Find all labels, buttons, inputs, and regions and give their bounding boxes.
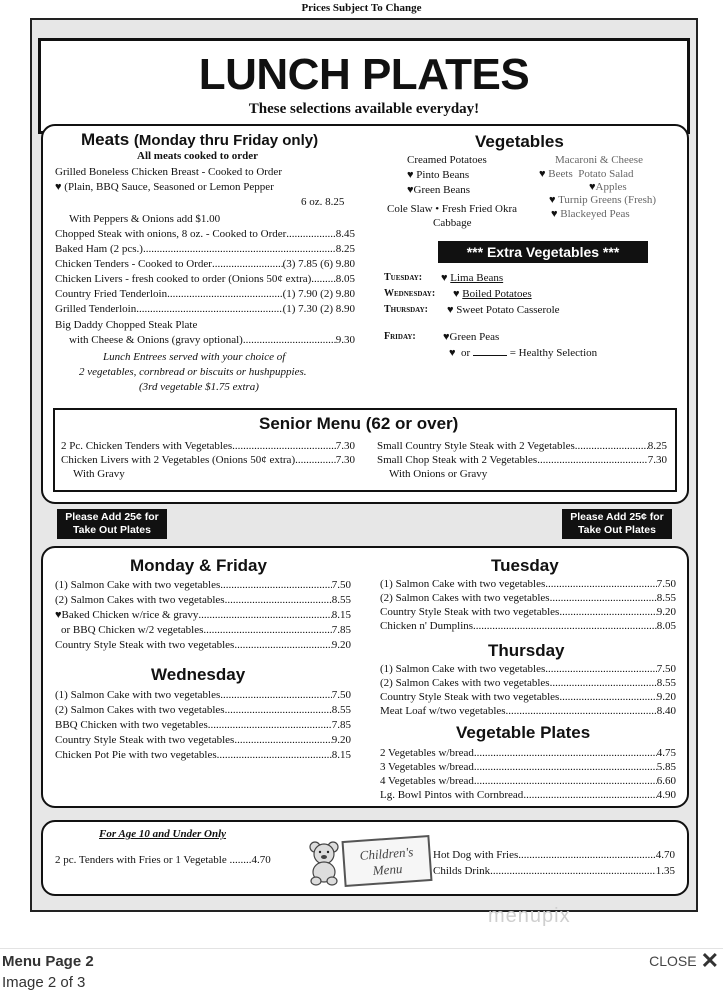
item-label: (1) Salmon Cake with two vegetables xyxy=(380,663,546,675)
dot-leader xyxy=(473,620,657,633)
veg-slaw-okra: Cole Slaw • Fresh Fried Okra xyxy=(387,203,518,215)
heart-icon: ♥ xyxy=(407,169,414,181)
entree-third-veg: (3rd vegetable $1.75 extra) xyxy=(139,381,259,393)
dot-leader xyxy=(212,258,283,271)
item-label: Hot Dog with Fries xyxy=(433,849,519,861)
dot-leader xyxy=(220,579,331,592)
dot-leader xyxy=(559,691,656,704)
item-price: 9.30 xyxy=(335,334,355,346)
item-price: 8.15 xyxy=(331,609,351,621)
kids-tenders: 2 pc. Tenders with Fries or 1 Vegetable ........4.70 xyxy=(55,854,271,866)
legend-healthy: = Healthy Selection xyxy=(509,347,598,359)
item-label: Lg. Bowl Pintos with Cornbread xyxy=(380,789,524,801)
vegetables-title: Vegetables xyxy=(475,132,564,151)
item-price: 8.25 xyxy=(335,243,355,255)
item-price: 7.85 xyxy=(331,719,351,731)
veg-beets-row xyxy=(539,167,634,181)
item-label: 3 Vegetables w/bread xyxy=(380,761,474,773)
childrens-menu-panel xyxy=(41,820,689,896)
special-row xyxy=(380,705,676,718)
item-label xyxy=(55,609,198,622)
veg-pinto-label: Pinto Beans xyxy=(416,169,470,181)
special-row xyxy=(55,749,351,762)
dot-leader xyxy=(136,303,282,316)
senior-row xyxy=(61,454,355,467)
dot-leader xyxy=(474,747,657,760)
meat-chicken-breast: Grilled Boneless Chicken Breast - Cooked to Order xyxy=(55,166,282,178)
item-label: Country Style Steak with two vegetables xyxy=(55,734,235,746)
item-label-text: Baked Chicken w/rice & gravy xyxy=(61,609,199,621)
item-label: Country Fried Tenderloin xyxy=(55,288,168,300)
senior-row xyxy=(61,440,355,453)
meats-title: Meats xyxy=(81,130,130,149)
meat-chicken-price: 6 oz. 8.25 xyxy=(301,196,345,208)
meat-row xyxy=(69,334,355,347)
item-price: 8.55 xyxy=(656,592,676,604)
meat-row xyxy=(55,258,355,271)
extra-thursday-veg: Sweet Potato Casserole xyxy=(456,304,560,316)
takeout-line1: Please Add 25¢ for xyxy=(570,511,664,523)
item-price: 1.35 xyxy=(655,865,675,877)
close-label: CLOSE xyxy=(649,953,697,969)
item-price: 5.85 xyxy=(656,761,676,773)
meat-chicken-options-text: (Plain, BBQ Sauce, Seasoned or Lemon Pepper xyxy=(64,181,274,193)
veg-apples-row xyxy=(589,180,627,194)
entree-choice-sides: 2 vegetables, cornbread or biscuits or hushpuppies. xyxy=(79,366,307,378)
dot-leader xyxy=(303,454,335,467)
extra-friday-veg: Green Peas xyxy=(449,331,500,343)
veg-green-beans xyxy=(407,183,470,197)
item-price: 8.55 xyxy=(331,594,351,606)
heart-icon: ♥ xyxy=(55,181,62,193)
item-price: 8.25 xyxy=(647,440,667,452)
dot-leader xyxy=(167,288,283,301)
dot-leader xyxy=(518,849,656,862)
special-row xyxy=(55,639,351,652)
takeout-notice-right xyxy=(562,509,672,539)
veg-cabbage: Cabbage xyxy=(433,217,472,229)
item-price: 9.20 xyxy=(656,691,676,703)
item-label: Chicken Livers with 2 Vegetables (Onions 50¢ extra)... xyxy=(61,454,304,466)
item-label: Chicken Pot Pie with two vegetables xyxy=(55,749,217,761)
item-price: 9.20 xyxy=(331,639,351,651)
special-row xyxy=(380,578,676,591)
legend-underline xyxy=(473,355,507,356)
dot-leader xyxy=(286,228,335,241)
extra-wednesday xyxy=(453,287,532,301)
heart-icon: ♥ xyxy=(453,288,460,300)
item-label: (2) Salmon Cakes with two vegetables xyxy=(55,704,225,716)
dot-leader xyxy=(220,689,331,702)
item-price: 8.05 xyxy=(335,273,355,285)
item-price: 8.40 xyxy=(656,705,676,717)
item-price: 7.30 xyxy=(647,454,667,466)
dot-leader xyxy=(217,749,332,762)
teddy-bear-icon xyxy=(307,840,341,886)
meat-big-daddy: Big Daddy Chopped Steak Plate xyxy=(55,319,198,331)
item-price: 8.05 xyxy=(656,620,676,632)
extra-wednesday-label: Wednesday: xyxy=(384,288,436,299)
item-price: 7.85 xyxy=(331,624,351,636)
legend-or: or xyxy=(461,347,471,359)
dot-leader xyxy=(234,639,331,652)
viewer-footer xyxy=(0,948,723,1000)
veg-blackeyed-row xyxy=(551,207,630,221)
dot-leader xyxy=(523,789,656,802)
item-price: 8.55 xyxy=(331,704,351,716)
item-label: (2) Salmon Cakes with two vegetables xyxy=(380,592,550,604)
healthy-legend xyxy=(449,346,597,360)
special-row xyxy=(55,704,351,717)
veg-pinto-beans xyxy=(407,168,469,182)
dot-leader xyxy=(575,440,648,453)
dot-leader xyxy=(559,606,656,619)
wednesday-title: Wednesday xyxy=(151,665,246,684)
item-price: 7.50 xyxy=(331,689,351,701)
takeout-line1: Please Add 25¢ for xyxy=(65,511,159,523)
dot-leader xyxy=(232,440,336,453)
senior-row xyxy=(377,454,667,467)
dot-leader xyxy=(506,705,657,718)
heart-icon: ♥ xyxy=(449,347,456,359)
special-row xyxy=(380,677,676,690)
meats-note: All meats cooked to order xyxy=(137,150,258,162)
item-price: 6.60 xyxy=(656,775,676,787)
takeout-line2: Take Out Plates xyxy=(72,524,151,536)
item-price: (3) 7.85 (6) 9.80 xyxy=(282,258,355,270)
item-price: 9.20 xyxy=(331,734,351,746)
image-caption-title: Menu Page 2 xyxy=(2,953,94,970)
dot-leader xyxy=(545,663,656,676)
item-label: Grilled Tenderloin xyxy=(55,303,137,315)
veg-plate-row xyxy=(380,789,676,802)
dot-leader xyxy=(550,592,657,605)
veg-mac-cheese: Macaroni & Cheese xyxy=(555,154,643,166)
item-price: 7.50 xyxy=(656,578,676,590)
item-price: 7.30 xyxy=(335,440,355,452)
dot-leader xyxy=(225,594,332,607)
heart-icon: ♥ xyxy=(447,304,454,316)
dot-leader xyxy=(208,719,332,732)
close-icon: ✕ xyxy=(700,948,719,973)
meats-heading xyxy=(81,130,318,150)
dot-leader xyxy=(490,865,656,878)
item-label: Country Style Steak with two vegetables xyxy=(380,606,560,618)
item-price: (1) 7.30 (2) 8.90 xyxy=(282,303,355,315)
item-label: Country Style Steak with two vegetables xyxy=(55,639,235,651)
dot-leader xyxy=(545,578,656,591)
item-label: BBQ Chicken with two vegetables xyxy=(55,719,208,731)
price-change-note: Prices Subject To Change xyxy=(301,2,422,14)
heart-icon: ♥ xyxy=(589,181,596,193)
heart-icon: ♥ xyxy=(443,331,450,343)
special-row xyxy=(55,689,351,702)
meat-row xyxy=(55,288,355,301)
veg-plate-row xyxy=(380,747,676,760)
special-row xyxy=(55,609,351,622)
kids-logo-line2: Menu xyxy=(372,860,403,878)
menu-page xyxy=(30,18,698,912)
meats-days: (Monday thru Friday only) xyxy=(133,132,319,149)
senior-row xyxy=(377,440,667,453)
special-row xyxy=(380,663,676,676)
heart-icon: ♥ xyxy=(549,194,556,206)
extra-wednesday-veg: Boiled Potatoes xyxy=(462,288,532,300)
item-label: (1) Salmon Cake with two vegetables xyxy=(55,689,221,701)
meat-row xyxy=(55,303,355,316)
extra-tuesday-veg: Lima Beans xyxy=(450,272,504,284)
veg-plate-row xyxy=(380,775,676,788)
childrens-menu-logo xyxy=(342,835,433,887)
item-label: (1) Salmon Cake with two vegetables xyxy=(380,578,546,590)
takeout-notice-left xyxy=(57,509,167,539)
senior-title: Senior Menu (62 or over) xyxy=(259,414,459,433)
item-price: 7.50 xyxy=(656,663,676,675)
special-row xyxy=(380,606,676,619)
senior-menu-box xyxy=(53,408,677,492)
entree-choice-note: Lunch Entrees served with your choice of xyxy=(103,351,286,363)
dot-leader xyxy=(198,609,331,622)
item-price: 4.90 xyxy=(656,789,676,801)
dot-leader xyxy=(234,734,331,747)
image-counter: Image 2 of 3 xyxy=(2,974,86,991)
item-label: Chicken Tenders - Cooked to Order xyxy=(55,258,212,270)
dot-leader xyxy=(474,761,657,774)
item-price: 9.20 xyxy=(656,606,676,618)
extra-vegetables-banner: *** Extra Vegetables *** xyxy=(438,241,648,263)
item-price: 4.75 xyxy=(656,747,676,759)
item-price: 4.70 xyxy=(655,849,675,861)
heart-icon: ♥ xyxy=(55,609,62,621)
dot-leader xyxy=(550,677,657,690)
heart-icon: ♥ xyxy=(539,168,546,180)
item-label: Chicken n' Dumplins xyxy=(380,620,474,632)
item-label: Meat Loaf w/two vegetables xyxy=(380,705,506,717)
item-label: or BBQ Chicken w/2 vegetables xyxy=(61,624,204,636)
special-row xyxy=(380,592,676,605)
veg-apples: Apples xyxy=(595,181,627,193)
menupix-watermark: menupix xyxy=(488,905,571,927)
item-label: 4 Vegetables w/bread xyxy=(380,775,474,787)
special-row xyxy=(55,594,351,607)
item-price: (1) 7.90 (2) 9.80 xyxy=(282,288,355,300)
meat-chicken-options xyxy=(55,180,274,194)
dot-leader xyxy=(225,704,332,717)
veg-green-beans-label: Green Beans xyxy=(413,184,471,196)
meat-peppers-addon: With Peppers & Onions add $1.00 xyxy=(69,213,221,225)
extra-tuesday xyxy=(441,271,503,285)
item-label: Childs Drink xyxy=(433,865,491,877)
veg-turnip-greens: Turnip Greens (Fresh) xyxy=(558,194,657,206)
daily-specials-panel xyxy=(41,546,689,808)
page-title: LUNCH PLATES xyxy=(198,50,530,99)
extra-thursday xyxy=(447,303,560,317)
meats-vegetables-panel xyxy=(41,124,689,504)
extra-thursday-label: Thursday: xyxy=(384,304,428,315)
veg-beets: Beets xyxy=(548,168,573,180)
special-row xyxy=(55,734,351,747)
close-button[interactable] xyxy=(649,948,719,973)
item-price: 8.45 xyxy=(335,228,355,240)
item-price: 7.30 xyxy=(335,454,355,466)
monday-friday-title: Monday & Friday xyxy=(130,556,267,575)
item-label: Small Country Style Steak with 2 Vegetables xyxy=(377,440,575,452)
dot-leader xyxy=(311,273,335,286)
item-label: Small Chop Steak with 2 Vegetables xyxy=(377,454,538,466)
item-label: Chopped Steak with onions, 8 oz. - Cooked to Order xyxy=(55,228,287,240)
heart-icon: ♥ xyxy=(551,208,558,220)
senior-left-note: With Gravy xyxy=(73,468,125,480)
extra-tuesday-label: Tuesday: xyxy=(384,272,423,283)
kids-logo-line1: Children's xyxy=(359,844,414,863)
item-label: Country Style Steak with two vegetables xyxy=(380,691,560,703)
vegetable-plates-title: Vegetable Plates xyxy=(456,723,591,742)
kids-row xyxy=(433,849,675,862)
extra-friday xyxy=(443,330,499,344)
takeout-line2: Take Out Plates xyxy=(577,524,656,536)
special-row xyxy=(380,691,676,704)
item-price: 8.15 xyxy=(331,749,351,761)
heart-icon: ♥ xyxy=(441,272,448,284)
item-label: (1) Salmon Cake with two vegetables xyxy=(55,579,221,591)
item-label: 2 Vegetables w/bread xyxy=(380,747,474,759)
kids-age-note: For Age 10 and Under Only xyxy=(99,828,227,840)
tuesday-title: Tuesday xyxy=(491,556,559,575)
page-subtitle: These selections available everyday! xyxy=(248,101,480,117)
special-row xyxy=(55,719,351,732)
meat-row xyxy=(55,243,355,256)
veg-potato-salad: Potato Salad xyxy=(578,168,634,180)
veg-creamed-potatoes: Creamed Potatoes xyxy=(407,154,487,166)
extra-friday-label: Friday: xyxy=(384,331,416,342)
item-label: 2 Pc. Chicken Tenders with Vegetables xyxy=(61,440,233,452)
veg-blackeyed-peas: Blackeyed Peas xyxy=(560,208,630,220)
special-row xyxy=(55,579,351,592)
dot-leader xyxy=(537,454,648,467)
dot-leader xyxy=(203,624,331,637)
heart-icon: ♥ xyxy=(407,184,414,196)
dot-leader xyxy=(474,775,657,788)
veg-turnip-row xyxy=(549,193,656,207)
menu-header xyxy=(38,38,690,134)
special-row xyxy=(61,624,351,637)
veg-plate-row xyxy=(380,761,676,774)
item-price: 7.50 xyxy=(331,579,351,591)
meat-row xyxy=(55,273,355,286)
item-price: 8.55 xyxy=(656,677,676,689)
senior-right-note: With Onions or Gravy xyxy=(389,468,488,480)
kids-row xyxy=(433,865,675,878)
item-label: (2) Salmon Cakes with two vegetables xyxy=(380,677,550,689)
dot-leader xyxy=(243,334,336,347)
meat-row xyxy=(55,228,355,241)
special-row xyxy=(380,620,676,633)
item-label: Baked Ham (2 pcs.) xyxy=(55,243,143,255)
item-label: (2) Salmon Cakes with two vegetables xyxy=(55,594,225,606)
item-label: with Cheese & Onions (gravy optional) xyxy=(69,334,243,346)
thursday-title: Thursday xyxy=(488,641,565,660)
item-label: Chicken Livers - fresh cooked to order (Onions 50¢ extra) xyxy=(55,273,312,285)
dot-leader xyxy=(143,243,336,256)
